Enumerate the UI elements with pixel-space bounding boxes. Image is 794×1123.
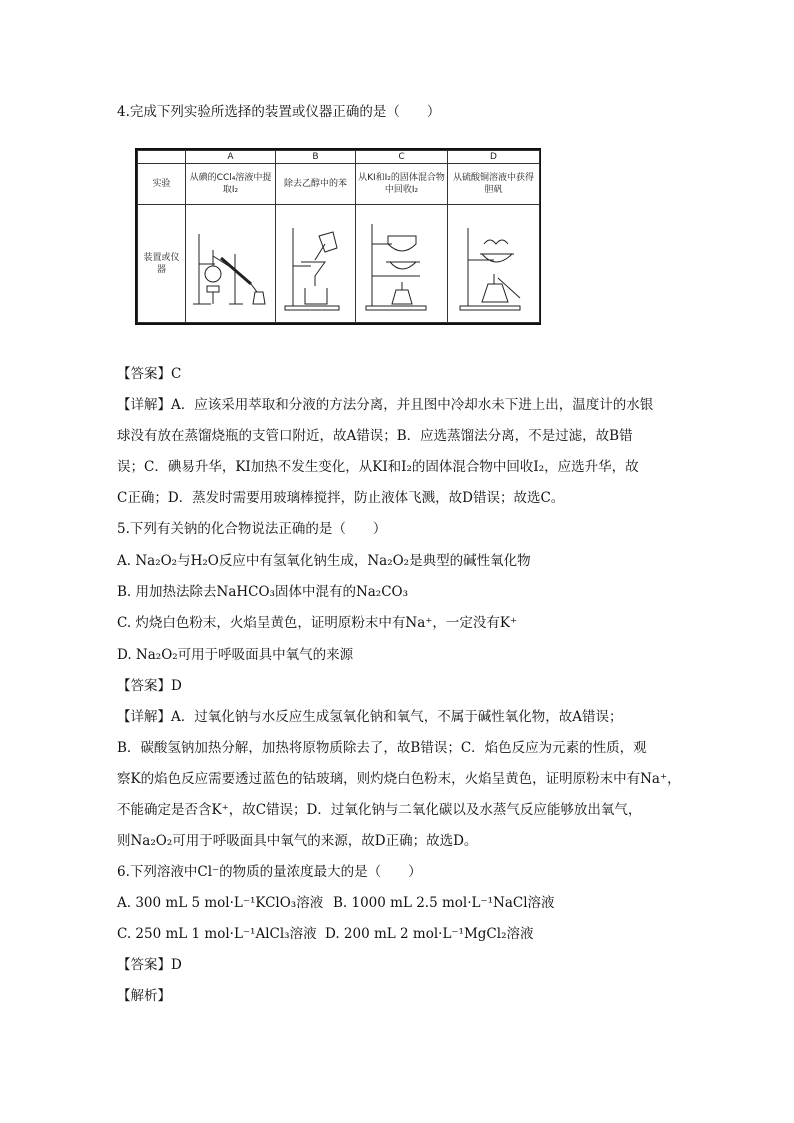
q5-detail-line-5: 则Na₂O₂可用于呼吸面具中氧气的来源，故D正确；故选D。 [117, 833, 478, 849]
row-label-experiment: 实验 [138, 164, 186, 205]
evaporation-apparatus-icon [454, 214, 534, 314]
q4-detail-line-1: 【详解】A．应该采用萃取和分液的方法分离，并且图中冷却水未下进上出，温度计的水银 [117, 397, 654, 413]
q5-detail-line-4: 不能确定是否含K⁺，故C错误；D．过氧化钠与二氧化碳以及水蒸气反应能够放出氧气， [117, 802, 642, 818]
q5-detail-line-2: B．碳酸氢钠加热分解，加热将原物质除去了，故B错误；C．焰色反应为元素的性质，观 [117, 740, 647, 756]
sublimation-apparatus-icon [362, 214, 442, 314]
q4-apparatus-table [135, 148, 541, 325]
q5-detail-line-1: 【详解】A．过氧化钠与水反应生成氢氧化钠和氧气，不属于碱性氧化物，故A错误； [117, 709, 623, 725]
table-header-b: B [276, 151, 356, 164]
q5-option-d: D. Na₂O₂可用于呼吸面具中氧气的来源 [117, 647, 354, 663]
table-header-blank [138, 151, 186, 164]
q6-answer: 【答案】D [117, 957, 182, 973]
q5-option-c: C. 灼烧白色粉末，火焰呈黄色，证明原粉末中有Na⁺，一定没有K⁺ [117, 615, 518, 631]
filtration-apparatus-icon [281, 214, 351, 314]
q6-option-d: D. 200 mL 2 mol·L⁻¹MgCl₂溶液 [325, 926, 534, 942]
experiment-a: 从碘的CCl₄溶液中提取I₂ [186, 164, 276, 205]
experiment-d: 从硫酸铜溶液中获得胆矾 [448, 164, 540, 205]
q6-option-c: C. 250 mL 1 mol·L⁻¹AlCl₃溶液 [117, 926, 317, 942]
q5-detail-line-3: 察K的焰色反应需要透过蓝色的钴玻璃，则灼烧白色粉末，火焰呈黄色，证明原粉末中有Na⁺， [117, 771, 681, 787]
q5-option-a: A. Na₂O₂与H₂O反应中有氢氧化钠生成，Na₂O₂是典型的碱性氧化物 [117, 553, 531, 569]
q4-detail-line-3: 误；C．碘易升华，KI加热不发生变化，从KI和I₂的固体混合物中回收I₂，应选升华，故 [117, 459, 639, 475]
q5-stem: 5.下列有关钠的化合物说法正确的是（ ） [117, 521, 387, 537]
apparatus-d-evaporation [448, 205, 540, 323]
q5-option-b: B. 用加热法除去NaHCO₃固体中混有的Na₂CO₃ [117, 584, 409, 600]
apparatus-b-filtration [276, 205, 356, 323]
table-header-c: C [356, 151, 448, 164]
q5-answer: 【答案】D [117, 678, 182, 694]
apparatus-c-sublimation [356, 205, 448, 323]
row-label-apparatus: 装置或仪器 [138, 205, 186, 323]
table-header-a: A [186, 151, 276, 164]
q6-analysis: 【解析】 [117, 988, 171, 1004]
q4-detail-line-4: C正确；D．蒸发时需要用玻璃棒搅拌，防止液体飞溅，故D错误；故选C。 [117, 490, 565, 506]
q4-detail-line-2: 球没有放在蒸馏烧瓶的支管口附近，故A错误；B．应选蒸馏法分离，不是过滤，故B错 [117, 428, 633, 444]
q6-option-b: B. 1000 mL 2.5 mol·L⁻¹NaCl溶液 [333, 895, 555, 911]
experiment-b: 除去乙醇中的苯 [276, 164, 356, 205]
experiment-c: 从KI和I₂的固体混合物中回收I₂ [356, 164, 448, 205]
q6-option-a: A. 300 mL 5 mol·L⁻¹KClO₃溶液 [117, 895, 324, 911]
distillation-apparatus-icon [191, 214, 271, 314]
table-header-d: D [448, 151, 540, 164]
q4-stem: 4.完成下列实验所选择的装置或仪器正确的是（ ） [117, 104, 441, 120]
apparatus-a-distillation [186, 205, 276, 323]
q4-answer: 【答案】C [117, 366, 182, 382]
q6-stem: 6.下列溶液中Cl⁻的物质的量浓度最大的是（ ） [117, 864, 422, 880]
